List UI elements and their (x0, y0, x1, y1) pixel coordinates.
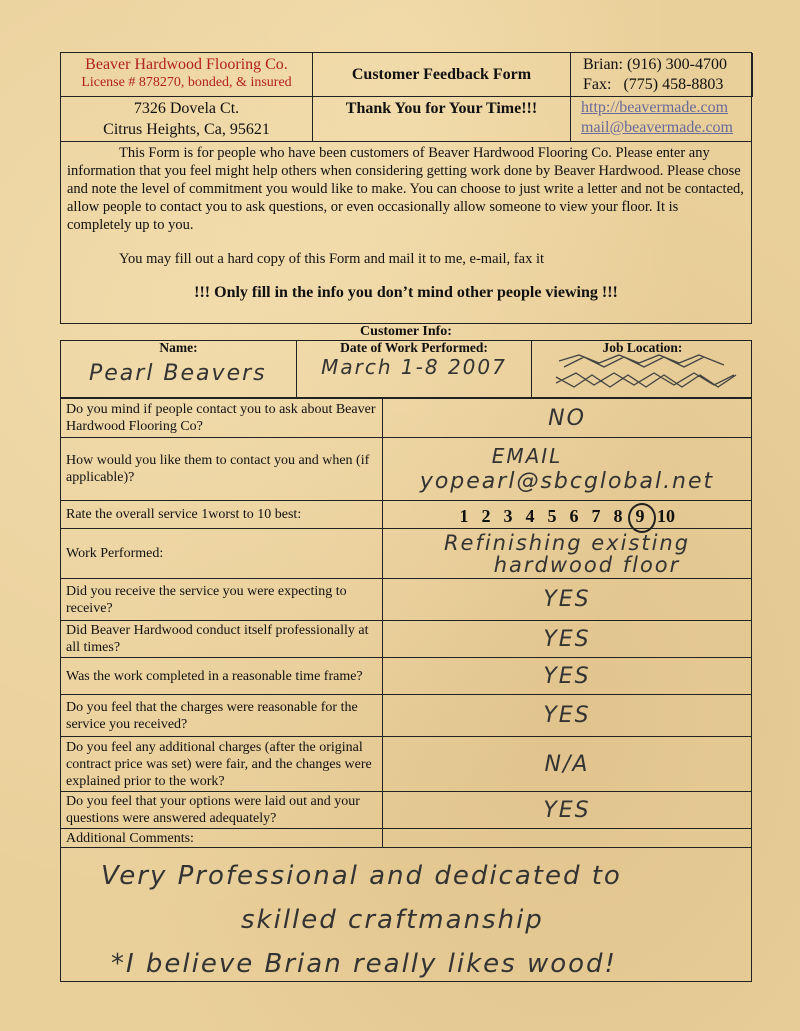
date-cell (297, 341, 532, 397)
warning-text: !!! Only fill in the info you don’t mind other people viewing !!! (194, 284, 618, 301)
location-cell (532, 341, 753, 397)
answer-contact-method[interactable] (383, 438, 752, 501)
table-row (61, 438, 752, 501)
form-title: Customer Feedback Form (351, 66, 532, 83)
rating-values (453, 506, 681, 526)
answer-timeframe[interactable]: YES (383, 658, 752, 695)
name-cell (61, 341, 297, 397)
rating-option-8[interactable]: 8 (613, 505, 623, 526)
location-label: Job Location: (602, 340, 683, 355)
phone-number: Brian: (916) 300-4700 (583, 56, 727, 73)
answer-work-line1: Refinishing existing (443, 530, 691, 555)
intro-section (60, 142, 752, 324)
links-cell (571, 97, 753, 141)
answer-work-line2: hardwood floor (493, 552, 681, 577)
name-value[interactable]: Pearl Beavers (89, 361, 267, 386)
rating-option-4[interactable]: 4 (525, 505, 535, 526)
email-link[interactable]: mail@beavermade.com (581, 119, 733, 136)
answer-work[interactable] (383, 529, 752, 579)
date-label: Date of Work Performed: (340, 340, 488, 355)
rating-option-5[interactable]: 5 (547, 505, 557, 526)
customer-info-row (60, 340, 752, 398)
answer-contact-method-line1: EMAIL (491, 444, 563, 468)
comments-box[interactable] (60, 848, 752, 982)
table-row (61, 501, 752, 529)
additional-comments-blank (383, 829, 752, 848)
contact-cell (571, 53, 753, 97)
table-row (61, 737, 752, 792)
name-label: Name: (159, 340, 198, 355)
address-line1: 7326 Dovela Ct. (133, 100, 240, 117)
feedback-form (60, 52, 752, 982)
date-value[interactable]: March 1-8 2007 (321, 355, 507, 379)
table-row (61, 792, 752, 829)
rating-option-3[interactable]: 3 (503, 505, 513, 526)
rating-option-2[interactable]: 2 (481, 505, 491, 526)
answer-professional[interactable]: YES (383, 621, 752, 658)
question-professional: Did Beaver Hardwood conduct itself professionally at all times? (61, 621, 383, 658)
additional-comments-label: Additional Comments: (61, 829, 383, 848)
table-row (61, 621, 752, 658)
answer-charges[interactable]: YES (383, 695, 752, 737)
form-header (60, 52, 752, 142)
rating-option-1[interactable]: 1 (459, 505, 469, 526)
table-row (61, 399, 752, 438)
question-expectation: Did you receive the service you were expecting to receive? (61, 579, 383, 621)
question-timeframe: Was the work completed in a reasonable time frame? (61, 658, 383, 695)
question-additional-charges: Do you feel any additional charges (after the original contract price was set) were fair, and the changes were explained prior to the work? (61, 737, 383, 792)
comment-line2: skilled craftmanship (241, 905, 544, 935)
question-charges: Do you feel that the charges were reasonable for the service you received? (61, 695, 383, 737)
mail-note: You may fill out a hard copy of this Form and mail it to me, e-mail, fax it (119, 251, 545, 267)
fax-number: Fax: (775) 458-8803 (583, 76, 724, 93)
rating-option-9[interactable]: 9 (629, 506, 651, 527)
comment-line1: Very Professional and dedicated to (101, 861, 622, 891)
rating-option-7[interactable]: 7 (591, 505, 601, 526)
question-work: Work Performed: (61, 529, 383, 579)
rating-scale[interactable] (383, 501, 752, 529)
website-link[interactable]: http://beavermade.com (581, 99, 729, 116)
table-row (61, 579, 752, 621)
company-cell (61, 53, 313, 97)
thanks-text: Thank You for Your Time!!! (313, 97, 571, 141)
title-cell (313, 53, 571, 97)
company-name: Beaver Hardwood Flooring Co. (85, 56, 288, 73)
intro-paragraph: This Form is for people who have been customers of Beaver Hardwood Flooring Co. Please enter any information that you feel might help others when considering getting work done by Beaver Hardwood. Please chose and note the level of commitment you would like to make. You can choose to just write a letter and not be contacted, allow people to contact you to ask questions, or even occasionally allow someone to view your floor. It is completely up to you. (67, 145, 744, 233)
customer-info-title: Customer Info: (360, 324, 452, 339)
address-cell (61, 97, 313, 141)
table-row (61, 658, 752, 695)
rating-option-6[interactable]: 6 (569, 505, 579, 526)
question-options: Do you feel that your options were laid out and your questions were answered adequately? (61, 792, 383, 829)
table-row (61, 695, 752, 737)
question-contact: Do you mind if people contact you to ask about Beaver Hardwood Flooring Co? (61, 399, 383, 438)
answer-contact[interactable]: NO (383, 399, 752, 438)
answer-options[interactable]: YES (383, 792, 752, 829)
rating-option-10[interactable]: 10 (657, 505, 675, 526)
address-line2: Citrus Heights, Ca, 95621 (103, 121, 270, 138)
table-row (61, 529, 752, 579)
question-rating: Rate the overall service 1worst to 10 best: (61, 501, 383, 529)
answer-expectation[interactable]: YES (383, 579, 752, 621)
answer-additional-charges[interactable]: N/A (383, 737, 752, 792)
license-text: License # 878270, bonded, & insured (81, 75, 292, 90)
scribbled-out-location (554, 353, 744, 389)
question-contact-method: How would you like them to contact you and when (if applicable)? (61, 438, 383, 501)
table-row (61, 829, 752, 848)
comment-line3: *I believe Brian really likes wood! (111, 949, 617, 979)
questions-table (60, 398, 752, 848)
answer-contact-email: yopearl@sbcglobal.net (419, 469, 715, 494)
